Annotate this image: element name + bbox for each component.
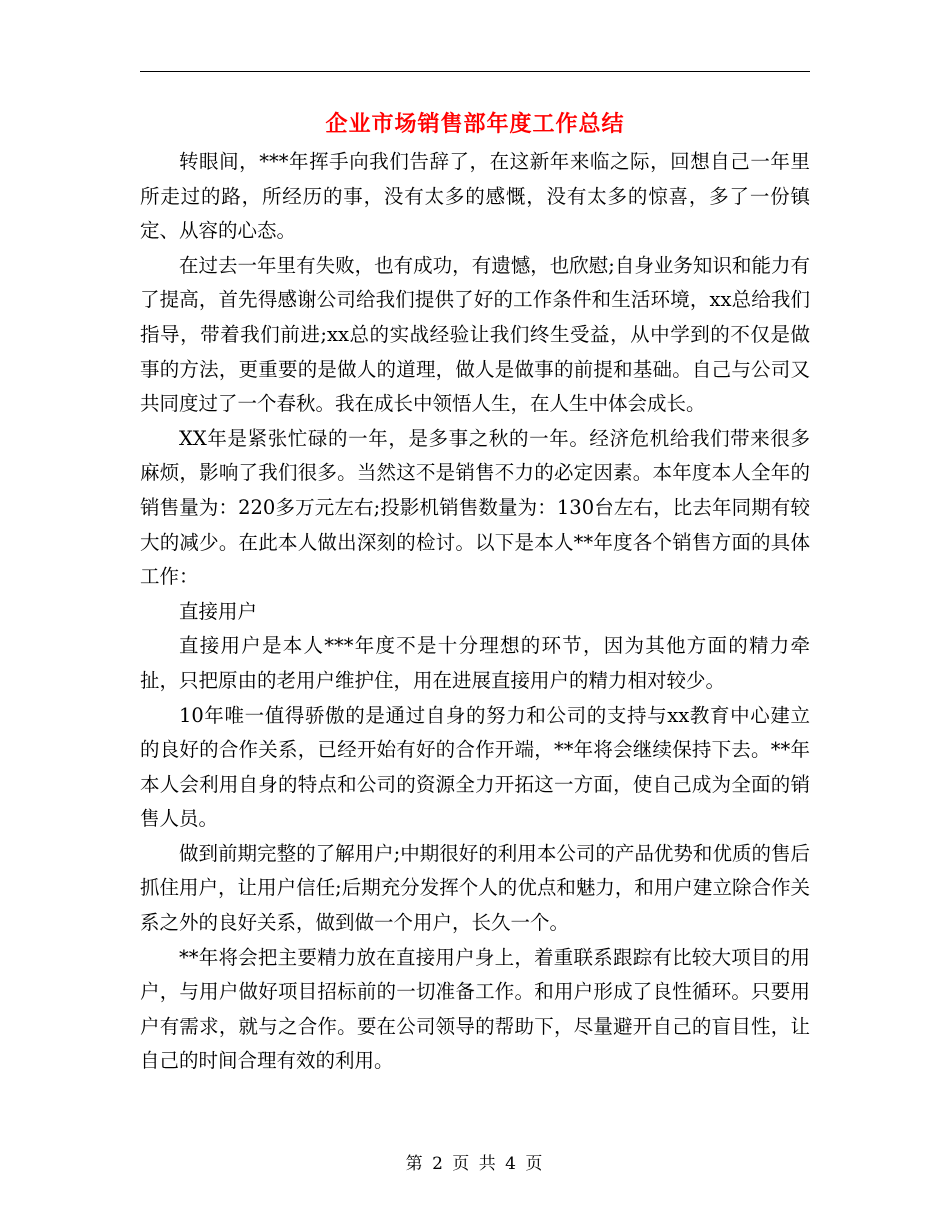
paragraph: 做到前期完整的了解用户;中期很好的利用本公司的产品优势和优质的售后抓住用户，让用户信任;后期充分发挥个人的优点和魅力，和用户建立除合作关系之外的良好关系，做到做一个用户，长久一个。	[140, 841, 810, 935]
paragraph: **年将会把主要精力放在直接用户身上，着重联系跟踪有比较大项目的用户，与用户做好项目招标前的一切准备工作。和用户形成了良性循环。只要用户有需求，就与之合作。要在公司领导的帮助下，尽量避开自己的盲目性，让自己的时间合理有效的利用。	[140, 945, 810, 1073]
section-heading: 直接用户	[179, 599, 258, 623]
header-rule	[140, 71, 810, 72]
paragraph: XX年是紧张忙碌的一年，是多事之秋的一年。经济危机给我们带来很多麻烦，影响了我们很多。当然这不是销售不力的必定因素。本年度本人全年的销售量为：220多万元左右;投影机销售数量为：130台左右，比去年同期有较大的减少。在此本人做出深刻的检讨。以下是本人**年度各个销售方面的具体工作：	[140, 426, 810, 589]
paragraph: 10年唯一值得骄傲的是通过自身的努力和公司的支持与xx教育中心建立的良好的合作关系，已经开始有好的合作开端，**年将会继续保持下去。**年本人会利用自身的特点和公司的资源全力开拓这一方面，使自己成为全面的销售人员。	[140, 703, 810, 831]
page-number-footer: 第 2 页 共 4 页	[405, 1154, 545, 1174]
document-title: 企业市场销售部年度工作总结	[325, 112, 625, 137]
paragraph: 在过去一年里有失败，也有成功，有遗憾，也欣慰;自身业务知识和能力有了提高，首先得感谢公司给我们提供了好的工作条件和生活环境，xx总给我们指导，带着我们前进;xx总的实战经验让我们终生受益，从中学到的不仅是做事的方法，更重要的是做人的道理，做人是做事的前提和基础。自己与公司又共同度过了一个春秋。我在成长中领悟人生，在人生中体会成长。	[140, 253, 810, 416]
paragraph: 转眼间，***年挥手向我们告辞了，在这新年来临之际，回想自己一年里所走过的路，所经历的事，没有太多的感慨，没有太多的惊喜，多了一份镇定、从容的心态。	[140, 150, 810, 243]
paragraph: 直接用户是本人***年度不是十分理想的环节，因为其他方面的精力牵扯，只把原由的老用户维护住，用在进展直接用户的精力相对较少。	[140, 634, 810, 692]
document-body	[140, 145, 810, 1079]
